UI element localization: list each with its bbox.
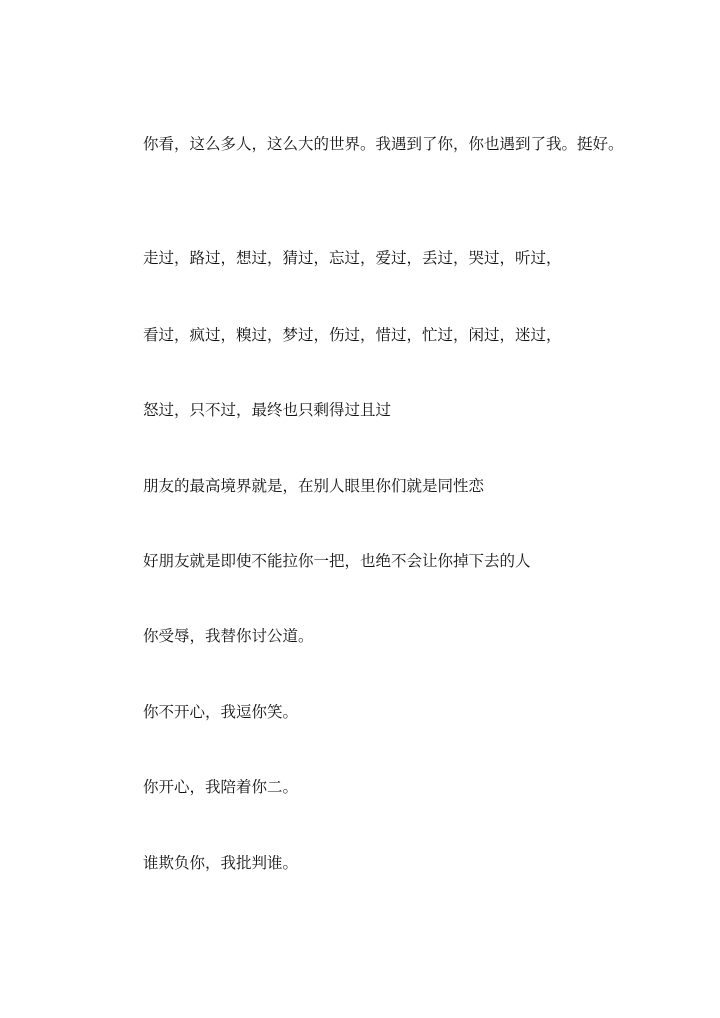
paragraph-9: 你开心，我陪着你二。 bbox=[143, 778, 299, 796]
paragraph-3: 看过，疯过，糗过，梦过，伤过，惜过，忙过，闲过，迷过， bbox=[143, 326, 562, 344]
paragraph-2: 走过，路过，想过，猜过，忘过，爱过，丢过，哭过，听过， bbox=[143, 249, 562, 267]
paragraph-4: 怒过，只不过，最终也只剩得过且过 bbox=[143, 401, 392, 419]
paragraph-5: 朋友的最高境界就是，在别人眼里你们就是同性恋 bbox=[143, 477, 485, 495]
paragraph-8: 你不开心，我逗你笑。 bbox=[143, 703, 299, 721]
paragraph-7: 你受辱，我替你讨公道。 bbox=[143, 627, 314, 645]
paragraph-1: 你看，这么多人，这么大的世界。我遇到了你，你也遇到了我。挺好。 bbox=[143, 135, 624, 153]
paragraph-10: 谁欺负你，我批判谁。 bbox=[143, 854, 299, 872]
paragraph-6: 好朋友就是即使不能拉你一把，也绝不会让你掉下去的人 bbox=[143, 552, 531, 570]
